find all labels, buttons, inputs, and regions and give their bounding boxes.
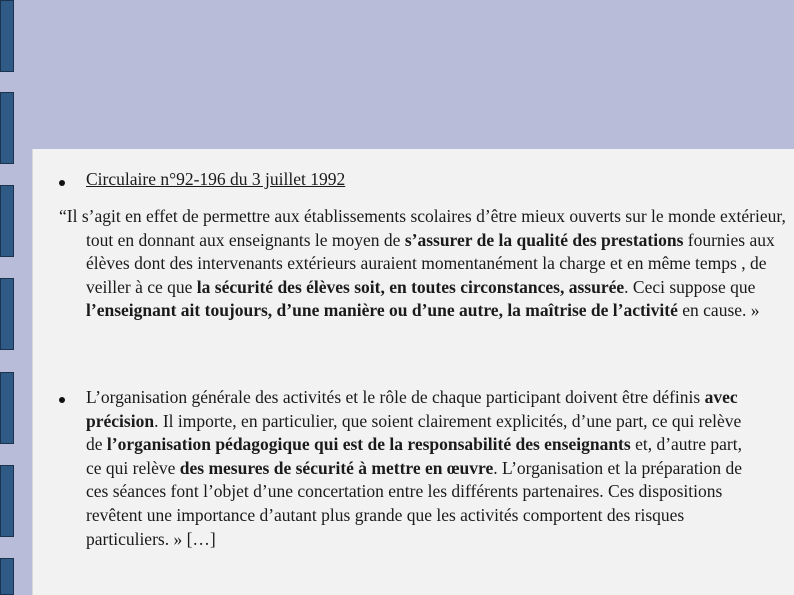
quote-emphasis: l’enseignant ait toujours, d’une manière ou d’une autre, la maîtrise de l’activité [86,300,678,321]
side-decoration-bar [0,185,14,257]
side-decoration-bar [0,465,14,537]
quote-segment: fournies aux élèves dont des intervenants extérieurs auraient momentanément la charge et en même temps , de veiller à ce que [86,229,775,297]
side-decoration-bar [0,0,14,72]
bullet-icon [59,397,65,403]
bullet-icon [59,180,65,186]
paragraph-emphasis: avec précision [86,387,738,431]
paragraph-segment: . L’organisation et la préparation de ces séances font l’objet d’une concertation entre les différents partenaires. Ces dispositions revêtent une importance d’autant plus grande que les activités comportent des risques particuliers. » […] [86,457,743,549]
side-decoration-bar [0,278,14,350]
side-decoration-bar [0,92,14,164]
quote-segment: “Il s’agit en effet de permettre aux établissements scolaires d’être mieux ouverts sur le monde extérieur, tout en donnant aux enseignants le moyen de [59,206,786,250]
side-decoration-bar [0,558,14,595]
quote-emphasis: la sécurité des élèves soit, en toutes circonstances, assurée [196,276,625,297]
quote-segment: . Ceci suppose que [624,276,756,297]
organisation-paragraph [86,386,746,551]
paragraph-emphasis: l’organisation pédagogique qui est de la responsabilité des enseignants [106,434,631,455]
paragraph-emphasis: des mesures de sécurité à mettre en œuvre [179,457,494,478]
quote-emphasis: s’assurer de la qualité des prestations [404,229,684,250]
side-decoration-bar [0,372,14,444]
paragraph-segment: L’organisation générale des activités et le rôle de chaque participant doivent être définis [86,387,705,407]
paragraph-segment: . Il importe, en particulier, que soient clairement explicités, d’une part, ce qui relève de [86,410,742,455]
paragraph-segment: et, d’autre part, ce qui relève [86,434,742,478]
quote-paragraph [59,205,786,323]
quote-segment: en cause. » [677,300,760,321]
circulaire-heading: Circulaire n°92-196 du 3 juillet 1992 [86,169,346,189]
